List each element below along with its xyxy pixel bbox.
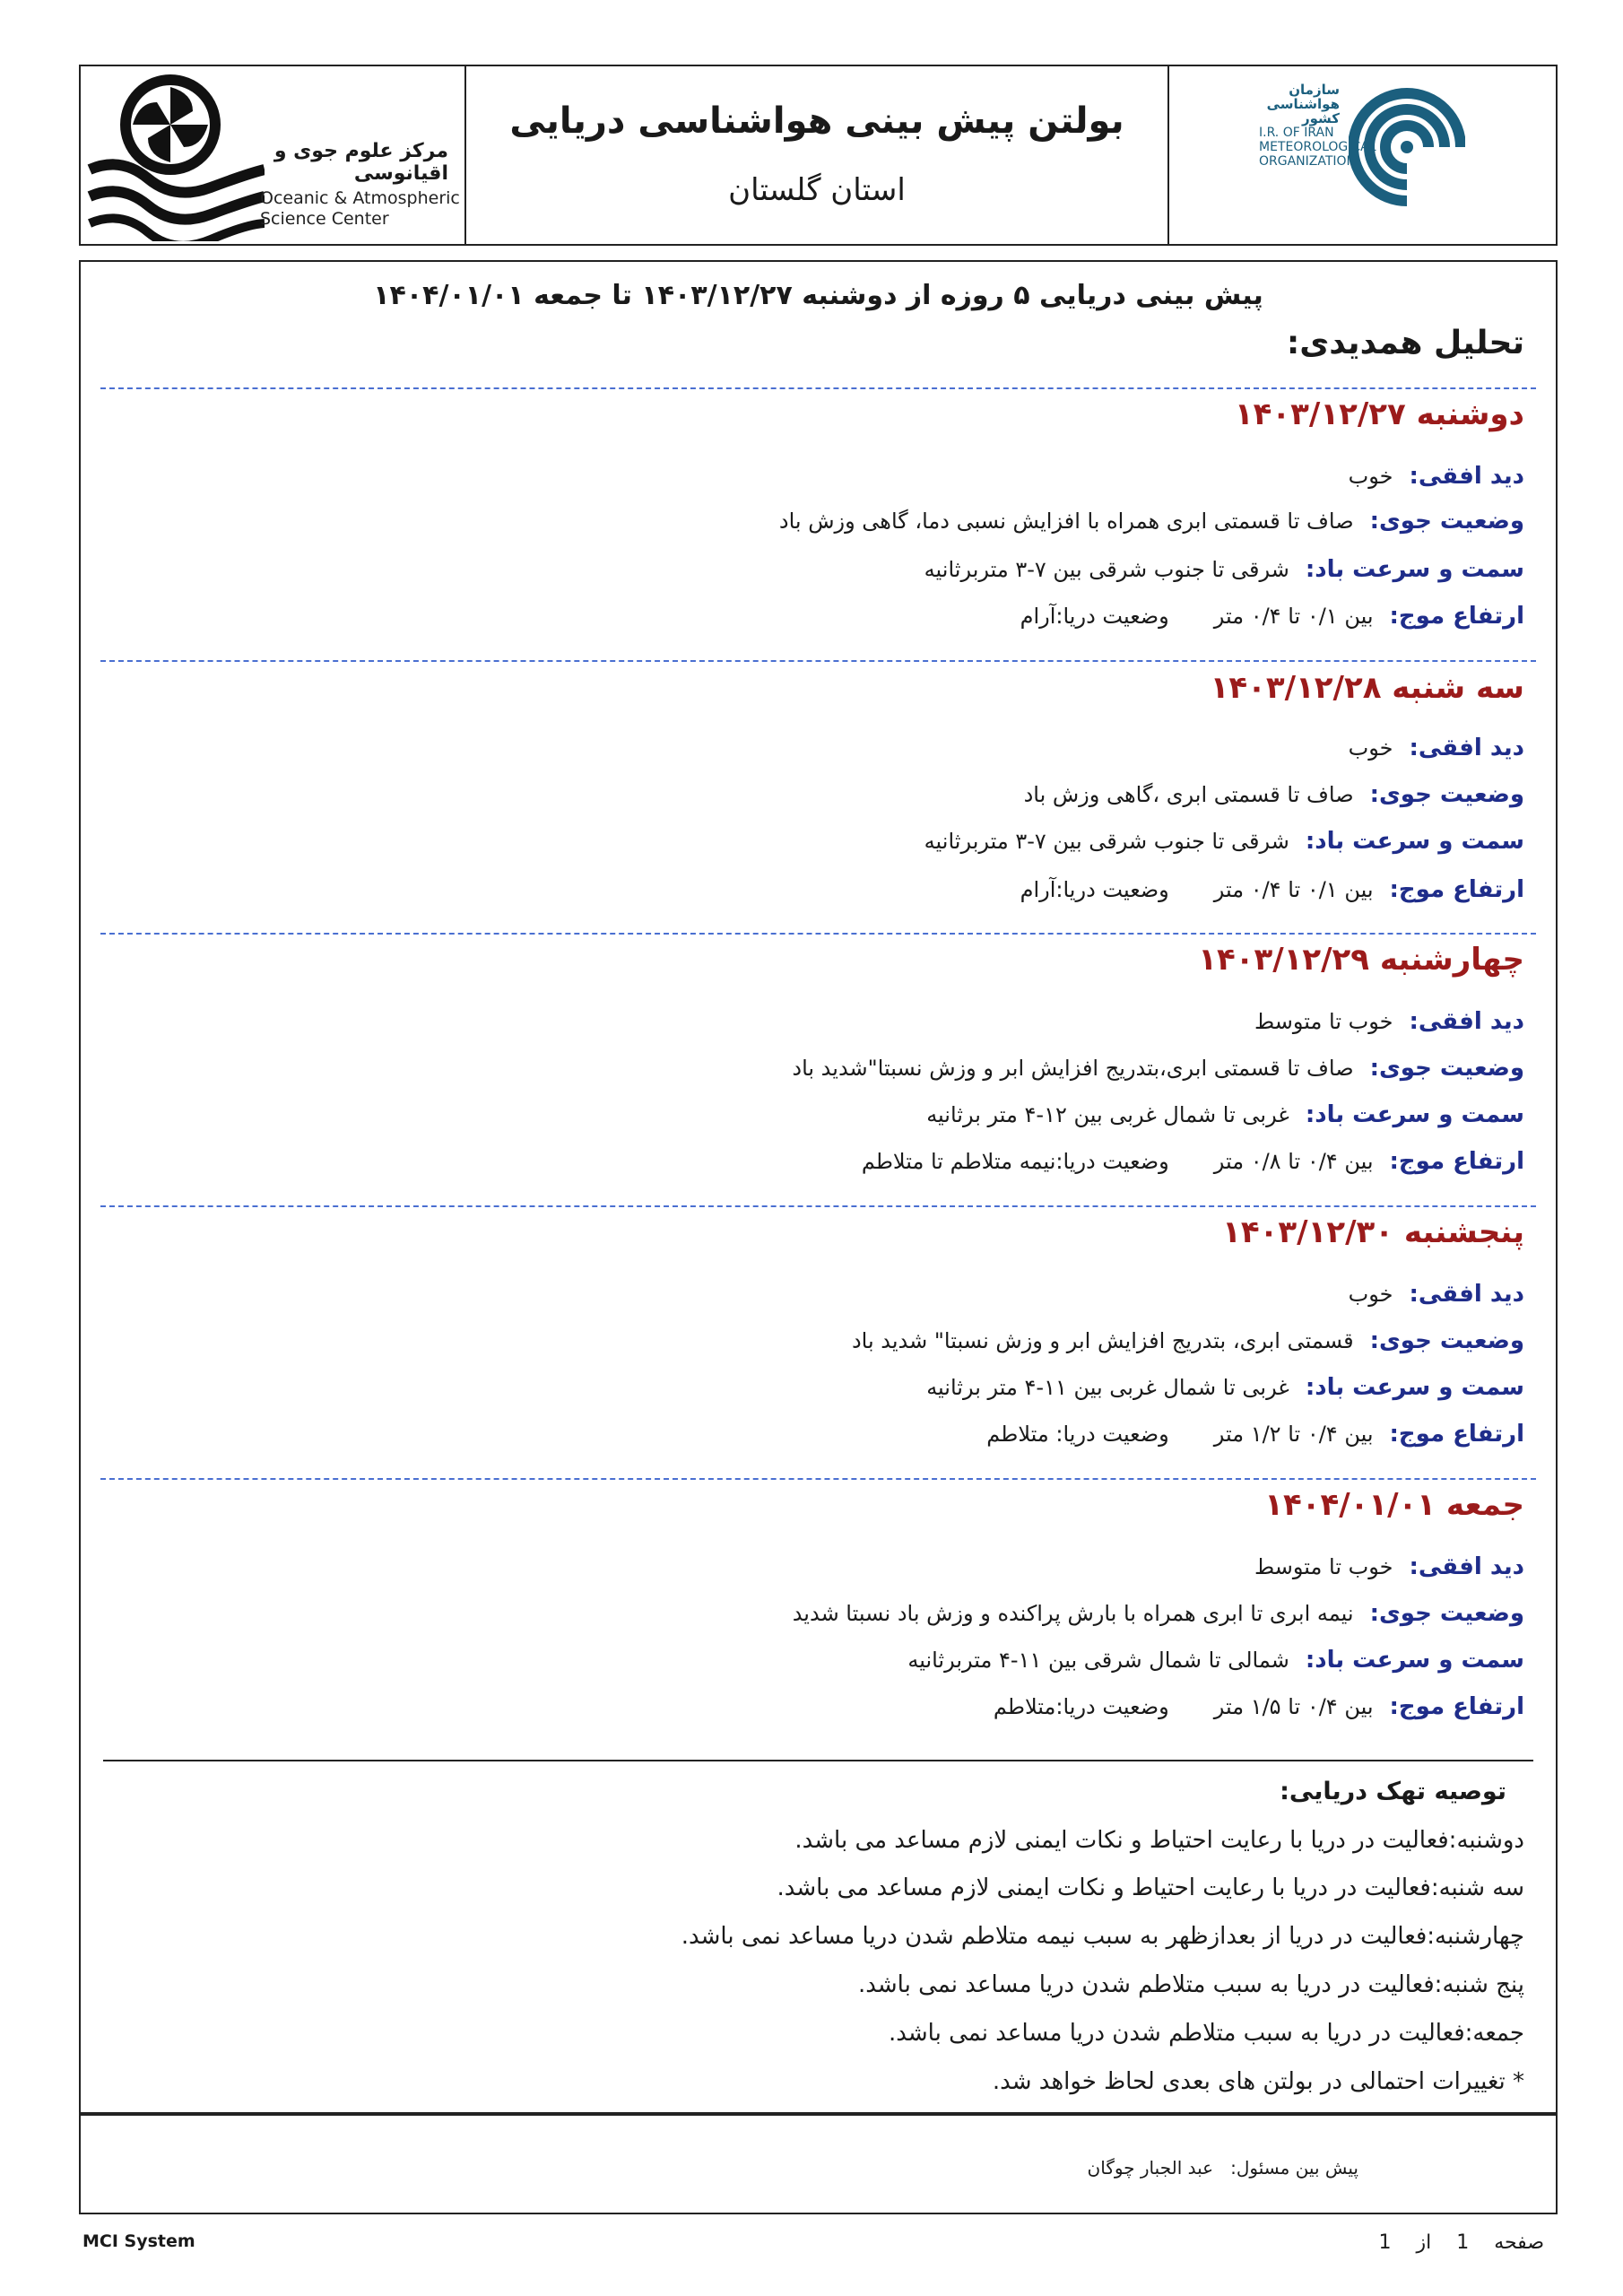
wave-label: ارتفاع موج: <box>1389 1693 1524 1720</box>
wave-row <box>862 1148 1524 1175</box>
forecast-body <box>79 260 1558 2116</box>
oasc-logo-text <box>260 140 460 230</box>
oasc-name-en-2: Science Center <box>260 209 389 229</box>
oasc-logo-icon <box>85 71 265 241</box>
day-title: دوشنبه ۱۴۰۳/۱۲/۲۷ <box>1234 396 1524 432</box>
day-title: سه شنبه ۱۴۰۳/۱۲/۲۸ <box>1210 670 1524 706</box>
advisory-divider <box>103 1760 1533 1761</box>
wind-label: سمت و سرعت باد: <box>1305 1647 1524 1674</box>
wind-label: سمت و سرعت باد: <box>1305 1101 1524 1128</box>
irimo-name-fa: سازمان هواشناسی کشور <box>1266 82 1340 126</box>
bulletin-header <box>79 65 1558 246</box>
visibility-label: دید افقی: <box>1409 1008 1524 1035</box>
visibility-label: دید افقی: <box>1409 463 1524 490</box>
weather-label: وضعیت جوی: <box>1369 1600 1524 1627</box>
wave-row <box>986 1421 1524 1448</box>
weather-value: صاف تا قسمتی ابری همراه با افزایش نسبی دما، گاهی وزش باد <box>778 509 1354 534</box>
forecast-title: پیش بینی دریایی ۵ روزه از دوشنبه ۱۴۰۳/۱۲/۲۷ تا جمعه ۱۴۰۴/۰۱/۰۱ <box>373 280 1263 311</box>
sea-state-value: وضعیت دریا:آرام <box>1020 604 1169 629</box>
wind-label: سمت و سرعت باد: <box>1305 828 1524 855</box>
day-title: چهارشنبه ۱۴۰۳/۱۲/۲۹ <box>1198 942 1524 978</box>
visibility-row <box>1349 463 1524 490</box>
page-number <box>1378 2231 1544 2254</box>
province-name: استان گلستان <box>728 172 906 208</box>
sea-state-value: وضعیت دریا:نیمه متلاطم تا متلاطم <box>861 1149 1169 1174</box>
wave-label: ارتفاع موج: <box>1389 1148 1524 1175</box>
advisory-line: پنج شنبه:فعالیت در دریا به سبب متلاطم شدن دریا مساعد نمی باشد. <box>857 1971 1524 1998</box>
wind-value: شمالی تا شمال شرقی بین ۱۱-۴ متربرثانیه <box>907 1648 1289 1673</box>
wind-value: غربی تا شمال غربی بین ۱۱-۴ متر برثانیه <box>926 1375 1289 1400</box>
weather-row <box>779 508 1524 535</box>
wind-value: غربی تا شمال غربی بین ۱۲-۴ متر برثانیه <box>926 1102 1289 1127</box>
irimo-name-en-1: I.R. OF IRAN <box>1259 126 1334 140</box>
advisory-line: سه شنبه:فعالیت در دریا با رعایت احتیاط و نکات ایمنی لازم مساعد می باشد. <box>777 1874 1524 1901</box>
wave-height-value: بین ۰/۱ تا ۰/۴ متر <box>1213 877 1374 902</box>
sea-state-value: وضعیت دریا: متلاطم <box>986 1422 1169 1447</box>
advisory-title: توصیه تهک دریایی: <box>1280 1778 1506 1805</box>
wave-height-value: بین ۰/۱ تا ۰/۴ متر <box>1213 604 1374 629</box>
visibility-value: خوب <box>1348 735 1393 761</box>
day-title: جمعه ۱۴۰۴/۰۱/۰۱ <box>1264 1487 1524 1523</box>
divider <box>100 387 1536 389</box>
synoptic-analysis-label: تحلیل همدیدی: <box>1286 325 1524 361</box>
wave-height-value: بین ۰/۴ تا ۱/۲ متر <box>1213 1422 1374 1447</box>
oasc-logo-cell <box>81 66 466 244</box>
visibility-label: دید افقی: <box>1409 735 1524 761</box>
divider <box>100 1478 1536 1480</box>
wind-row <box>924 828 1524 855</box>
divider <box>100 660 1536 662</box>
weather-label: وضعیت جوی: <box>1369 508 1524 535</box>
wind-row <box>924 556 1524 583</box>
visibility-value: خوب تا متوسط <box>1254 1009 1393 1034</box>
wave-row <box>1020 876 1524 903</box>
wave-label: ارتفاع موج: <box>1389 876 1524 903</box>
advisory-line: جمعه:فعالیت در دریا به سبب متلاطم شدن دریا مساعد نمی باشد. <box>888 2020 1524 2047</box>
wind-row <box>926 1101 1524 1128</box>
visibility-row <box>1349 1281 1524 1308</box>
weather-value: صاف تا قسمتی ابری،بتدریج افزایش ابر و وزش نسبتا"شدید باد <box>792 1056 1354 1081</box>
wave-label: ارتفاع موج: <box>1389 603 1524 630</box>
irimo-name-en-3: ORGANIZATION <box>1259 154 1357 169</box>
wind-row <box>907 1647 1524 1674</box>
wave-height-value: بین ۰/۴ تا ۰/۸ متر <box>1213 1149 1374 1174</box>
forecaster-line <box>1088 2157 1358 2179</box>
weather-row <box>793 1600 1524 1627</box>
system-name: MCI System <box>82 2231 195 2251</box>
visibility-value: خوب <box>1348 464 1393 489</box>
sea-state-value: وضعیت دریا:متلاطم <box>993 1694 1169 1719</box>
oasc-name-en-1: Oceanic & Atmospheric <box>260 188 460 208</box>
visibility-value: خوب <box>1348 1282 1393 1307</box>
forecaster-name: عبد الجبار چوگان <box>1087 2157 1214 2179</box>
bulletin-title: بولتن پیش بینی هواشناسی دریایی <box>509 100 1124 142</box>
page-label: صفحه <box>1494 2231 1544 2254</box>
advisory-line: دوشنبه:فعالیت در دریا با رعایت احتیاط و نکات ایمنی لازم مساعد می باشد. <box>794 1827 1524 1854</box>
weather-row <box>852 1327 1524 1354</box>
visibility-row <box>1254 1008 1524 1035</box>
weather-value: صاف تا قسمتی ابری ،گاهی وزش باد <box>1023 782 1354 807</box>
irimo-name-en-2: METEOROLOGICAL <box>1259 140 1376 154</box>
wind-value: شرقی تا جنوب شرقی بین ۷-۳ متربرثانیه <box>924 557 1289 582</box>
weather-label: وضعیت جوی: <box>1369 781 1524 808</box>
advisory-line: چهارشنبه:فعالیت در دریا از بعدازظهر به سبب نیمه متلاطم شدن دریا مساعد نمی باشد. <box>681 1923 1524 1950</box>
wind-row <box>926 1374 1524 1401</box>
weather-row <box>1024 781 1524 808</box>
wave-height-value: بین ۰/۴ تا ۱/۵ متر <box>1213 1694 1374 1719</box>
wind-value: شرقی تا جنوب شرقی بین ۷-۳ متربرثانیه <box>924 829 1289 854</box>
weather-value: نیمه ابری تا ابری همراه با بارش پراکنده و وزش باد نسبتا شدید <box>792 1601 1354 1626</box>
visibility-label: دید افقی: <box>1409 1553 1524 1580</box>
divider <box>100 1205 1536 1207</box>
irimo-logo-cell <box>1169 66 1556 244</box>
irimo-logo-icon <box>1349 84 1465 210</box>
visibility-value: خوب تا متوسط <box>1254 1554 1393 1579</box>
sea-state-value: وضعیت دریا:آرام <box>1020 877 1169 902</box>
oasc-name-fa: مرکز علوم جوی و اقیانوسی <box>273 140 448 185</box>
weather-value: قسمتی ابری، بتدریج افزایش ابر و وزش نسبتا" شدید باد <box>851 1328 1354 1353</box>
visibility-label: دید افقی: <box>1409 1281 1524 1308</box>
page-current: 1 <box>1456 2231 1470 2254</box>
forecaster-label: پیش بین مسئول: <box>1230 2157 1358 2179</box>
visibility-row <box>1349 735 1524 761</box>
wave-row <box>994 1693 1524 1720</box>
advisory-note: * تغییرات احتمالی در بولتن های بعدی لحاظ خواهد شد. <box>992 2068 1524 2095</box>
wind-label: سمت و سرعت باد: <box>1305 1374 1524 1401</box>
wind-label: سمت و سرعت باد: <box>1305 556 1524 583</box>
header-title-cell <box>466 66 1169 244</box>
page-total: 1 <box>1378 2231 1392 2254</box>
wave-row <box>1020 603 1524 630</box>
divider <box>100 933 1536 935</box>
wave-label: ارتفاع موج: <box>1389 1421 1524 1448</box>
weather-row <box>792 1055 1524 1082</box>
page-of-label: از <box>1416 2231 1432 2254</box>
day-title: پنجشنبه ۱۴۰۳/۱۲/۳۰ <box>1222 1214 1524 1250</box>
weather-label: وضعیت جوی: <box>1369 1327 1524 1354</box>
visibility-row <box>1254 1553 1524 1580</box>
forecaster-box <box>79 2112 1558 2214</box>
weather-label: وضعیت جوی: <box>1369 1055 1524 1082</box>
